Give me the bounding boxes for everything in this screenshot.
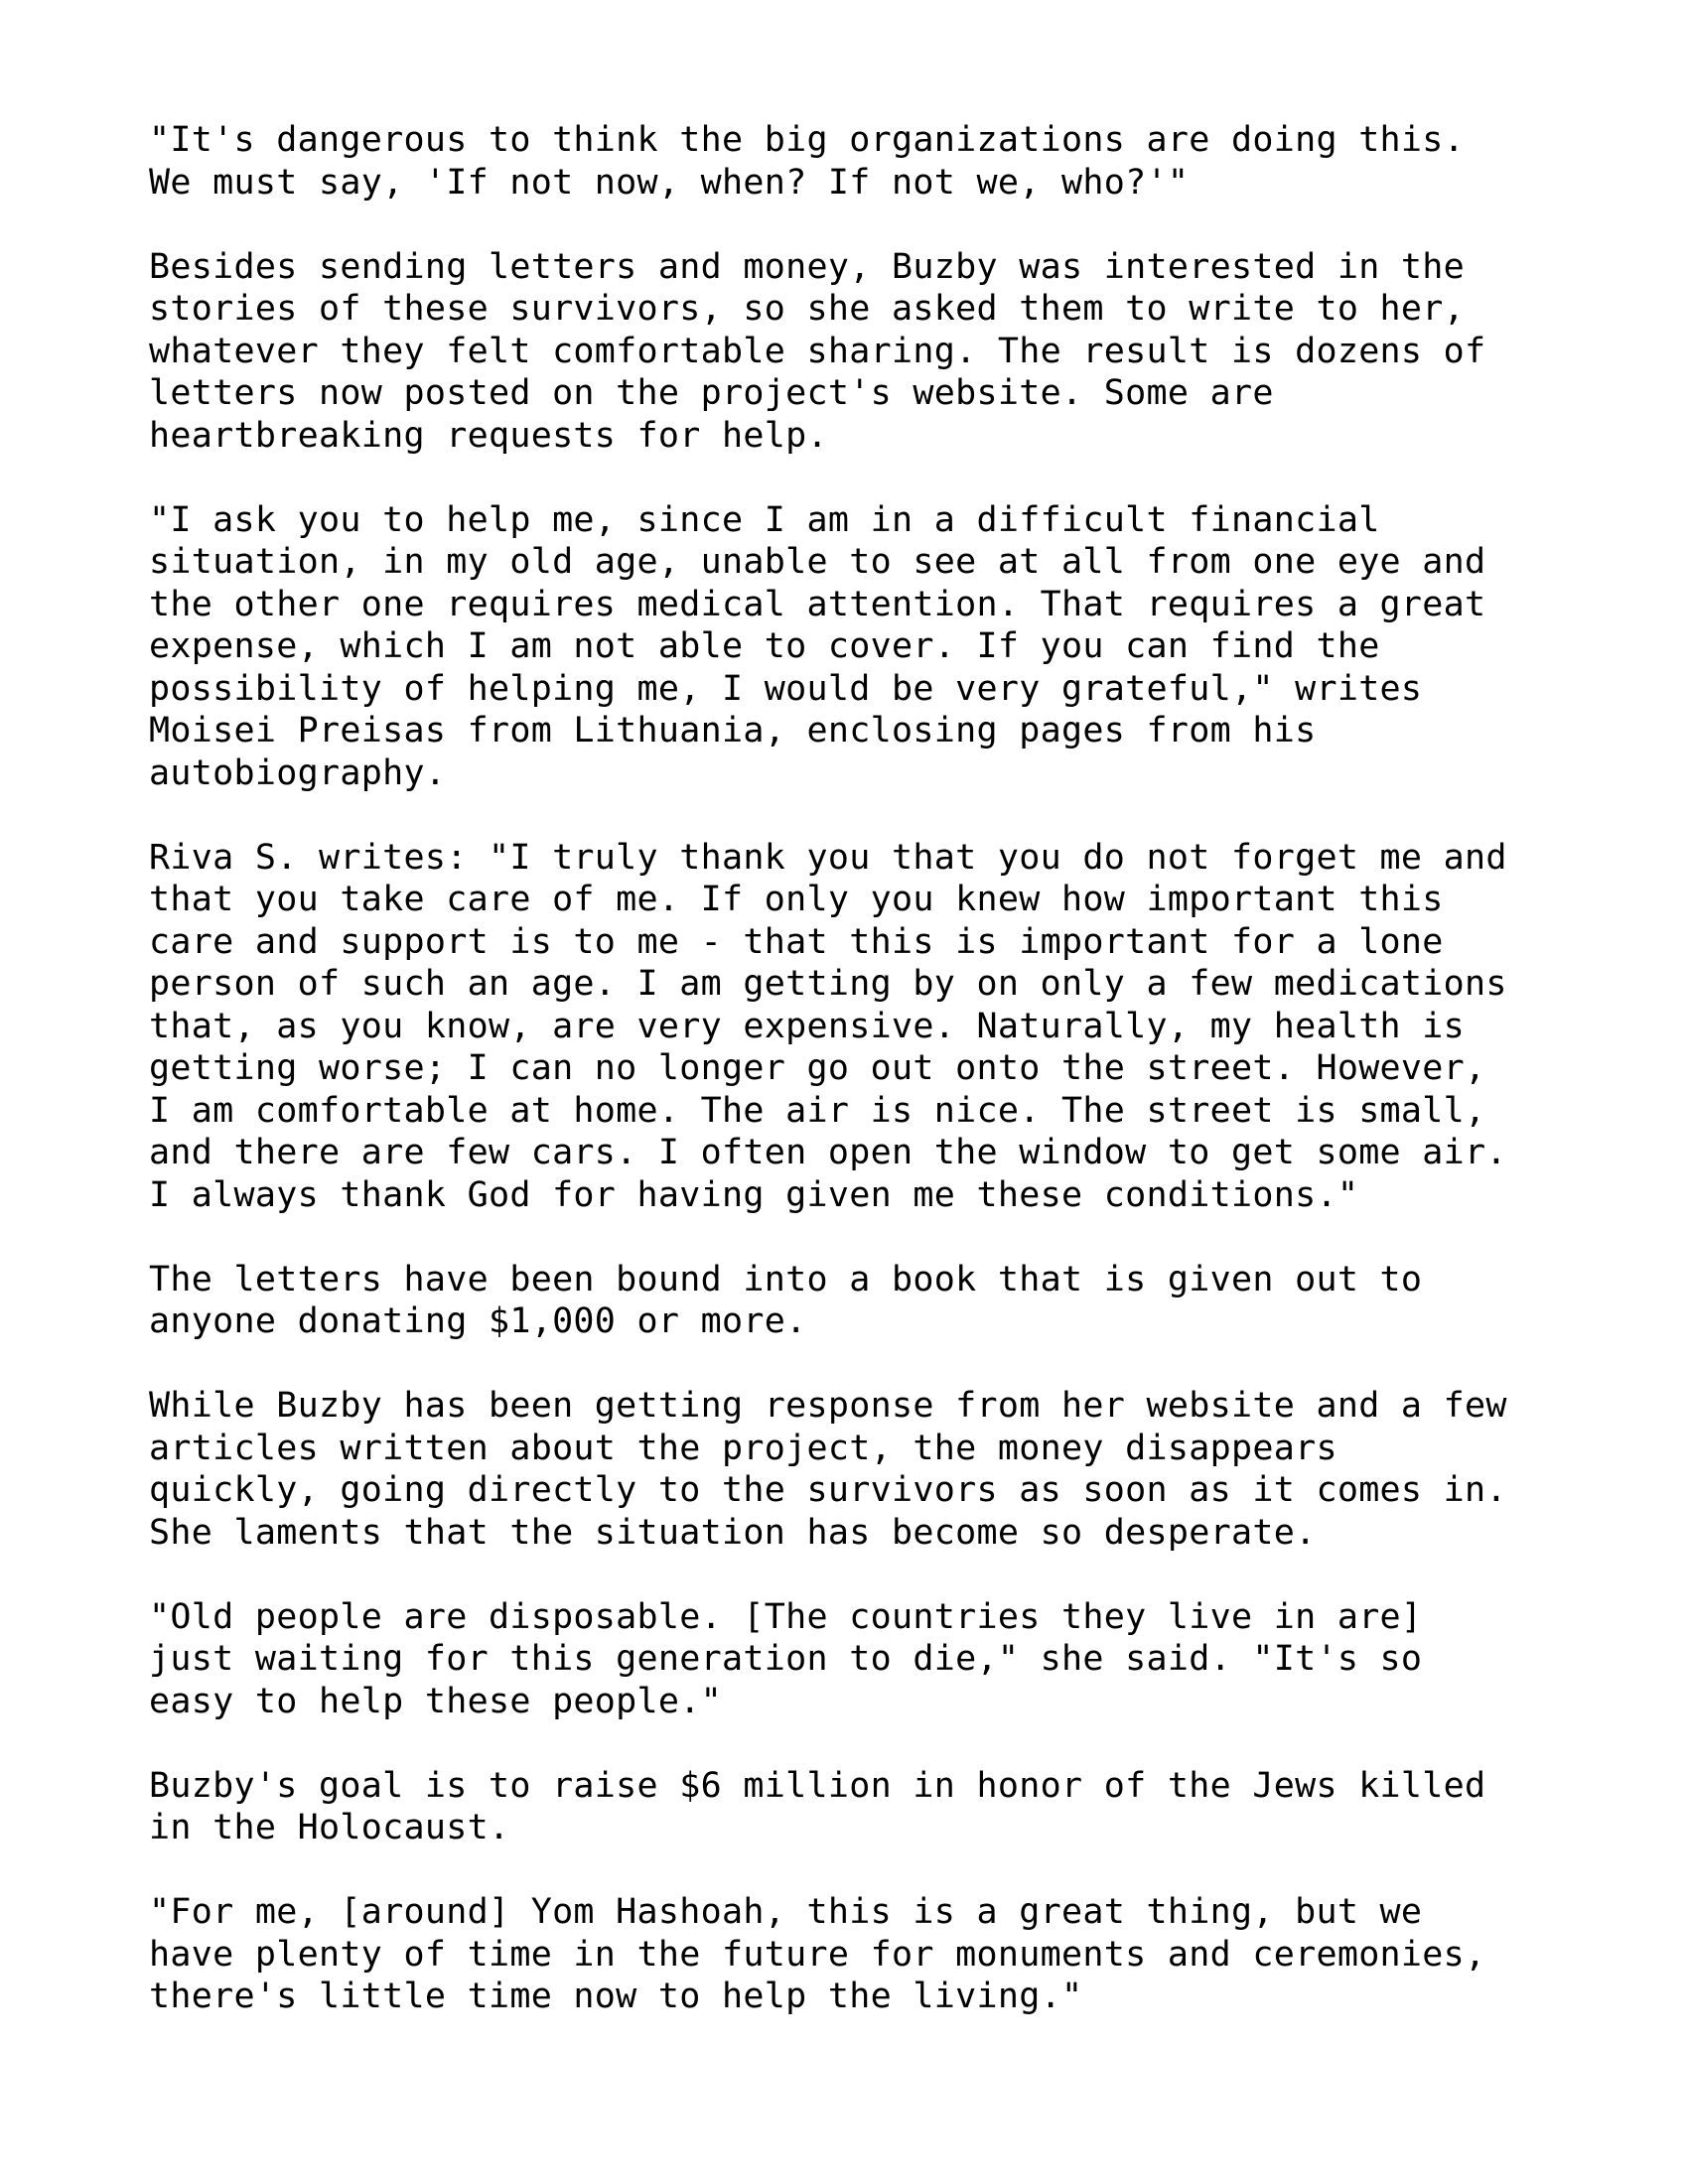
text-line: in the Holocaust. bbox=[149, 1808, 510, 1847]
text-line: have plenty of time in the future for monuments and ceremonies, bbox=[149, 1934, 1486, 1975]
text-line: Riva S. writes: "I truly thank you that you do not forget me and bbox=[149, 837, 1507, 878]
text-line: Buzby's goal is to raise $6 million in honor of the Jews killed bbox=[149, 1765, 1486, 1806]
text-line: easy to help these people." bbox=[149, 1681, 723, 1721]
text-line: the other one requires medical attention. That requires a great bbox=[149, 584, 1486, 624]
text-line: articles written about the project, the money disappears bbox=[149, 1428, 1337, 1468]
text-line: letters now posted on the project's website. Some are bbox=[149, 373, 1274, 413]
text-line: quickly, going directly to the survivors as soon as it comes in. bbox=[149, 1470, 1507, 1510]
text-line: possibility of helping me, I would be very grateful," writes bbox=[149, 668, 1423, 709]
paragraph-website-response bbox=[149, 1385, 1589, 1554]
text-line: anyone donating $1,000 or more. bbox=[149, 1301, 807, 1341]
text-line: While Buzby has been getting response from her website and a few bbox=[149, 1386, 1507, 1426]
text-line: I am comfortable at home. The air is nice. The street is small, bbox=[149, 1090, 1486, 1131]
text-line: there's little time now to help the living." bbox=[149, 1977, 1083, 2016]
paragraph-moisei-letter bbox=[149, 499, 1589, 795]
text-line: autobiography. bbox=[149, 752, 447, 793]
paragraph-quote-big-organizations bbox=[149, 119, 1589, 204]
text-line: that you take care of me. If only you knew how important this bbox=[149, 880, 1444, 919]
paragraph-survivor-stories bbox=[149, 246, 1589, 458]
paragraph-fundraising-goal bbox=[149, 1765, 1589, 1849]
text-line: whatever they felt comfortable sharing. The result is dozens of bbox=[149, 331, 1486, 371]
text-line: Moisei Preisas from Lithuania, enclosing pages from his bbox=[149, 711, 1317, 751]
text-line: "For me, [around] Yom Hashoah, this is a great thing, but we bbox=[149, 1892, 1423, 1932]
text-line: I always thank God for having given me these conditions." bbox=[149, 1174, 1359, 1215]
document-page bbox=[149, 119, 1589, 2060]
paragraph-letters-book bbox=[149, 1259, 1589, 1343]
text-line: situation, in my old age, unable to see at all from one eye and bbox=[149, 542, 1486, 582]
text-line: person of such an age. I am getting by on only a few medications bbox=[149, 964, 1507, 1004]
text-line: heartbreaking requests for help. bbox=[149, 415, 828, 456]
text-line: "Old people are disposable. [The countries they live in are] bbox=[149, 1596, 1423, 1637]
text-line: "It's dangerous to think the big organizations are doing this. bbox=[149, 120, 1466, 160]
paragraph-old-people-quote bbox=[149, 1596, 1589, 1723]
text-line: Besides sending letters and money, Buzby was interested in the bbox=[149, 246, 1466, 287]
paragraph-closing-quote bbox=[149, 1891, 1589, 2018]
text-line: expense, which I am not able to cover. If you can find the bbox=[149, 626, 1380, 666]
text-line: care and support is to me - that this is important for a lone bbox=[149, 921, 1444, 962]
paragraph-riva-letter bbox=[149, 837, 1589, 1217]
text-line: getting worse; I can no longer go out onto the street. However, bbox=[149, 1048, 1486, 1088]
text-line: The letters have been bound into a book that is given out to bbox=[149, 1259, 1423, 1299]
text-line: stories of these survivors, so she asked them to write to her, bbox=[149, 289, 1466, 329]
text-line: We must say, 'If not now, when? If not we, who?'" bbox=[149, 162, 1190, 203]
text-line: "I ask you to help me, since I am in a difficult financial bbox=[149, 499, 1380, 540]
text-line: that, as you know, are very expensive. Naturally, my health is bbox=[149, 1006, 1466, 1046]
text-line: She laments that the situation has become so desperate. bbox=[149, 1512, 1317, 1553]
text-line: just waiting for this generation to die," she said. "It's so bbox=[149, 1639, 1423, 1679]
text-line: and there are few cars. I often open the window to get some air. bbox=[149, 1133, 1507, 1172]
